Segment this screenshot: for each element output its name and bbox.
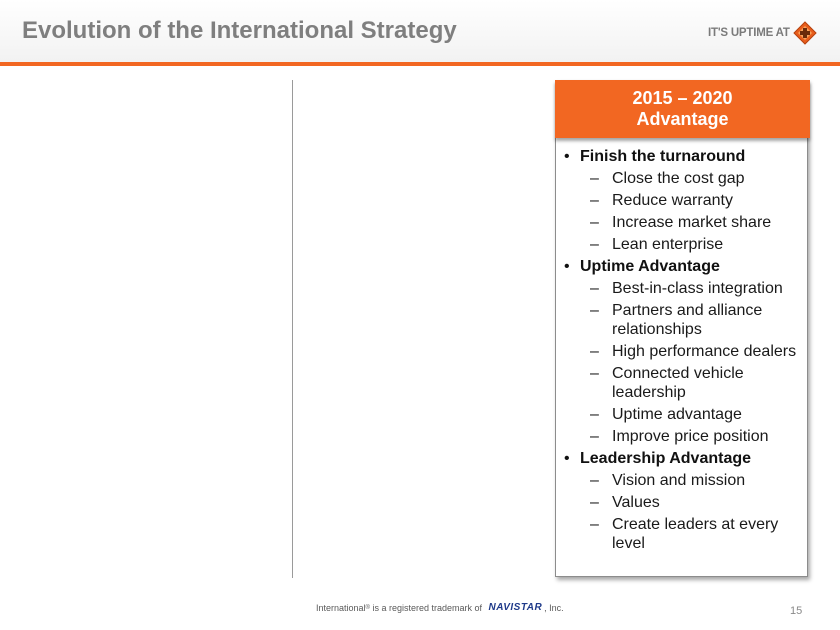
list-item-text: Increase market share (612, 214, 772, 231)
trademark-footer (316, 602, 564, 613)
section-title: Finish the turnaround (580, 148, 746, 165)
dash-icon: – (590, 472, 599, 489)
list-item-text: High performance dealers (612, 343, 797, 360)
dash-icon: – (590, 192, 599, 209)
dash-icon: – (590, 343, 599, 360)
vertical-divider (292, 80, 293, 578)
bullet-icon: • (564, 148, 570, 165)
list-item (564, 169, 809, 188)
section-title: Leadership Advantage (580, 450, 752, 467)
list-item (564, 405, 809, 424)
logo-text: IT'S UPTIME AT (708, 27, 790, 39)
list-item (564, 427, 809, 446)
list-item (564, 364, 809, 402)
header-accent-rule (0, 62, 840, 66)
registered-mark: ® (365, 604, 370, 611)
dash-icon: – (590, 302, 599, 319)
international-diamond-icon (793, 21, 817, 45)
list-item (564, 471, 809, 490)
list-item-text: Reduce warranty (612, 192, 733, 209)
bullet-icon: • (564, 258, 570, 275)
dash-icon: – (590, 516, 599, 533)
navistar-logo: NAVISTAR (488, 602, 543, 613)
section-heading (564, 257, 809, 276)
footer-text-middle: is a registered trademark of (369, 602, 485, 613)
dash-icon: – (590, 494, 599, 511)
list-item-text: Improve price position (612, 428, 769, 445)
list-item (564, 342, 809, 361)
panel-heading (555, 80, 810, 138)
list-item (564, 279, 809, 298)
dash-icon: – (590, 428, 599, 445)
list-item (564, 493, 809, 512)
strategy-panel-2015-2020 (555, 80, 808, 577)
bullet-icon: • (564, 450, 570, 467)
list-item-text: Best-in-class integration (612, 280, 783, 297)
dash-icon: – (590, 365, 599, 382)
section-heading (564, 449, 809, 468)
list-item-text: Connected vehicle leadership (612, 365, 744, 401)
page-number: 15 (790, 605, 803, 617)
list-item (564, 213, 809, 232)
uptime-logo (708, 22, 817, 44)
list-item-text: Values (612, 494, 660, 511)
list-item-text: Create leaders at every level (612, 516, 779, 552)
list-item (564, 235, 809, 254)
dash-icon: – (590, 280, 599, 297)
list-item (564, 191, 809, 210)
dash-icon: – (590, 236, 599, 253)
dash-icon: – (590, 170, 599, 187)
section-heading (564, 147, 809, 166)
list-item-text: Lean enterprise (612, 236, 724, 253)
footer-text-inc: , Inc. (544, 602, 564, 613)
footer-text-international: International (316, 602, 366, 613)
list-item (564, 515, 809, 553)
list-item-text: Vision and mission (612, 472, 746, 489)
slide-header (0, 0, 840, 62)
section-title: Uptime Advantage (580, 258, 720, 275)
panel-heading-title: Advantage (636, 109, 729, 129)
list-item (564, 301, 809, 339)
panel-heading-years: 2015 – 2020 (632, 88, 733, 108)
list-item-text: Partners and alliance relationships (612, 302, 763, 338)
dash-icon: – (590, 214, 599, 231)
dash-icon: – (590, 406, 599, 423)
list-item-text: Close the cost gap (612, 170, 745, 187)
slide-title: Evolution of the International Strategy (22, 17, 457, 44)
list-item-text: Uptime advantage (612, 406, 742, 423)
panel-bullet-list (564, 144, 809, 553)
